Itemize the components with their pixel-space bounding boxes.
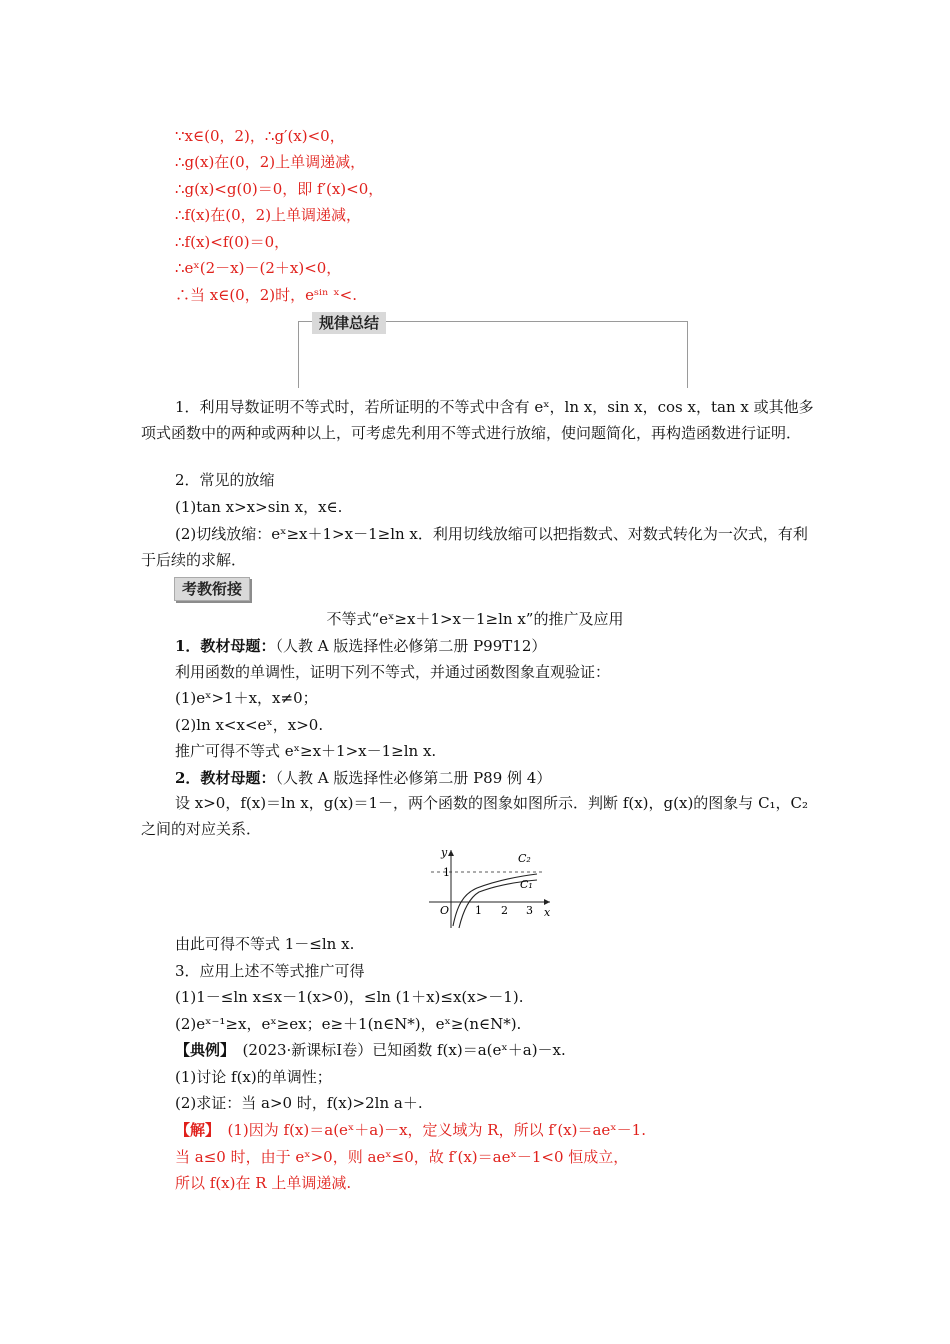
x-label: x: [544, 906, 551, 919]
example-heading: [175, 1040, 566, 1060]
proof-line-7: ∴当 x∈(0，2)时，eˢⁱⁿ ˣ<.: [175, 286, 358, 304]
item1-source: （人教 A 版选择性必修第二册 P99T12）: [275, 637, 547, 655]
rule-2a: (1)tan x>x>sin x，x∈.: [175, 498, 343, 516]
rule-2-title: 2．常见的放缩: [175, 471, 275, 489]
item3-line2: (1)1－≤ln x≤x－1(x>0)，≤ln (1＋x)≤x(x>－1).: [175, 988, 524, 1006]
item2-heading: [175, 768, 551, 788]
item2-after: 由此可得不等式 1－≤ln x.: [175, 935, 355, 953]
solution-line1: [175, 1120, 646, 1140]
item3-line1: 3．应用上述不等式推广可得: [175, 962, 365, 980]
item1-heading: [175, 636, 546, 656]
item1-line3: (2)ln x<x<eˣ，x>0.: [175, 716, 324, 734]
proof-line-5: ∴f(x)<f(0)＝0，: [175, 233, 290, 251]
item1-line4: 推广可得不等式 eˣ≥x＋1>x－1≥ln x.: [175, 742, 437, 760]
solution-label: 【解】: [175, 1121, 213, 1139]
item2-text: 设 x>0，f(x)＝ln x，g(x)＝1－，两个函数的图象如图所示．判断 f(x)，g(x)的图象与 C₁，C₂之间的对应关系．: [141, 794, 809, 838]
item2-label: 2．教材母题：: [175, 769, 276, 787]
c2-label: C₂: [518, 852, 531, 865]
item1-label: 1．教材母题：: [175, 637, 276, 655]
x-tick-2: 2: [501, 904, 508, 917]
solution-text-1: (1)因为 f(x)＝a(eˣ＋a)－x，定义域为 R，所以 f′(x)＝aeˣ－1.: [212, 1121, 646, 1139]
y-label: y: [441, 846, 448, 859]
solution-line3: 所以 f(x)在 R 上单调递减.: [175, 1174, 352, 1192]
x-tick-1: 1: [475, 904, 482, 917]
rule-paragraph-1: 1．利用导数证明不等式时，若所证明的不等式中含有 eˣ，ln x，sin x，cos x，tan x 或其他多项式函数中的两种或两种以上，可考虑先利用不等式进行放缩，使问题简化，再构造函数进行证明．: [141, 398, 814, 442]
rule-summary-tag: 规律总结: [312, 312, 386, 334]
example-q2: (2)求证：当 a>0 时，f(x)>2ln a＋.: [175, 1094, 423, 1112]
item1-line1: 利用函数的单调性，证明下列不等式，并通过函数图象直观验证：: [175, 663, 611, 681]
item3-line3: (2)eˣ⁻¹≥x，eˣ≥ex；e≥＋1(n∈N*)，eˣ≥(n∈N*).: [175, 1015, 522, 1033]
origin-label: O: [440, 904, 450, 917]
function-graph: [425, 846, 560, 930]
proof-line-4: ∴f(x)在(0，2)上单调递减，: [175, 206, 362, 224]
example-label: 【典例】: [175, 1041, 228, 1059]
proof-line-6: ∴eˣ(2－x)－(2＋x)<0，: [175, 259, 342, 277]
c1-label: C₁: [520, 878, 533, 891]
item2-source: （人教 A 版选择性必修第二册 P89 例 4）: [275, 769, 552, 787]
proof-line-2: ∴g(x)在(0，2)上单调递减，: [175, 153, 366, 171]
example-text: (2023·新课标Ⅰ卷）已知函数 f(x)＝a(eˣ＋a)－x.: [227, 1041, 566, 1059]
proof-line-3: ∴g(x)<g(0)＝0，即 f′(x)<0，: [175, 180, 384, 198]
x-axis-arrow: [544, 899, 550, 905]
item1-line2: (1)eˣ>1＋x，x≠0；: [175, 689, 318, 707]
y-tick-1: 1: [443, 866, 450, 879]
x-tick-3: 3: [526, 904, 533, 917]
section-title: 不等式“eˣ≥x＋1>x－1≥ln x”的推广及应用: [326, 610, 624, 628]
link-tag: 考教衔接: [174, 577, 250, 601]
proof-line-1: ∵x∈(0，2)，∴g′(x)<0，: [175, 127, 345, 145]
example-q1: (1)讨论 f(x)的单调性；: [175, 1068, 332, 1086]
y-axis-arrow: [448, 850, 454, 856]
rule-2b: (2)切线放缩：eˣ≥x＋1>x－1≥ln x．利用切线放缩可以把指数式、对数式转化为一次式，有利于后续的求解．: [141, 525, 808, 569]
solution-line2: 当 a≤0 时，由于 eˣ>0，则 aeˣ≤0，故 f′(x)＝aeˣ－1<0 恒成立，: [175, 1148, 629, 1166]
